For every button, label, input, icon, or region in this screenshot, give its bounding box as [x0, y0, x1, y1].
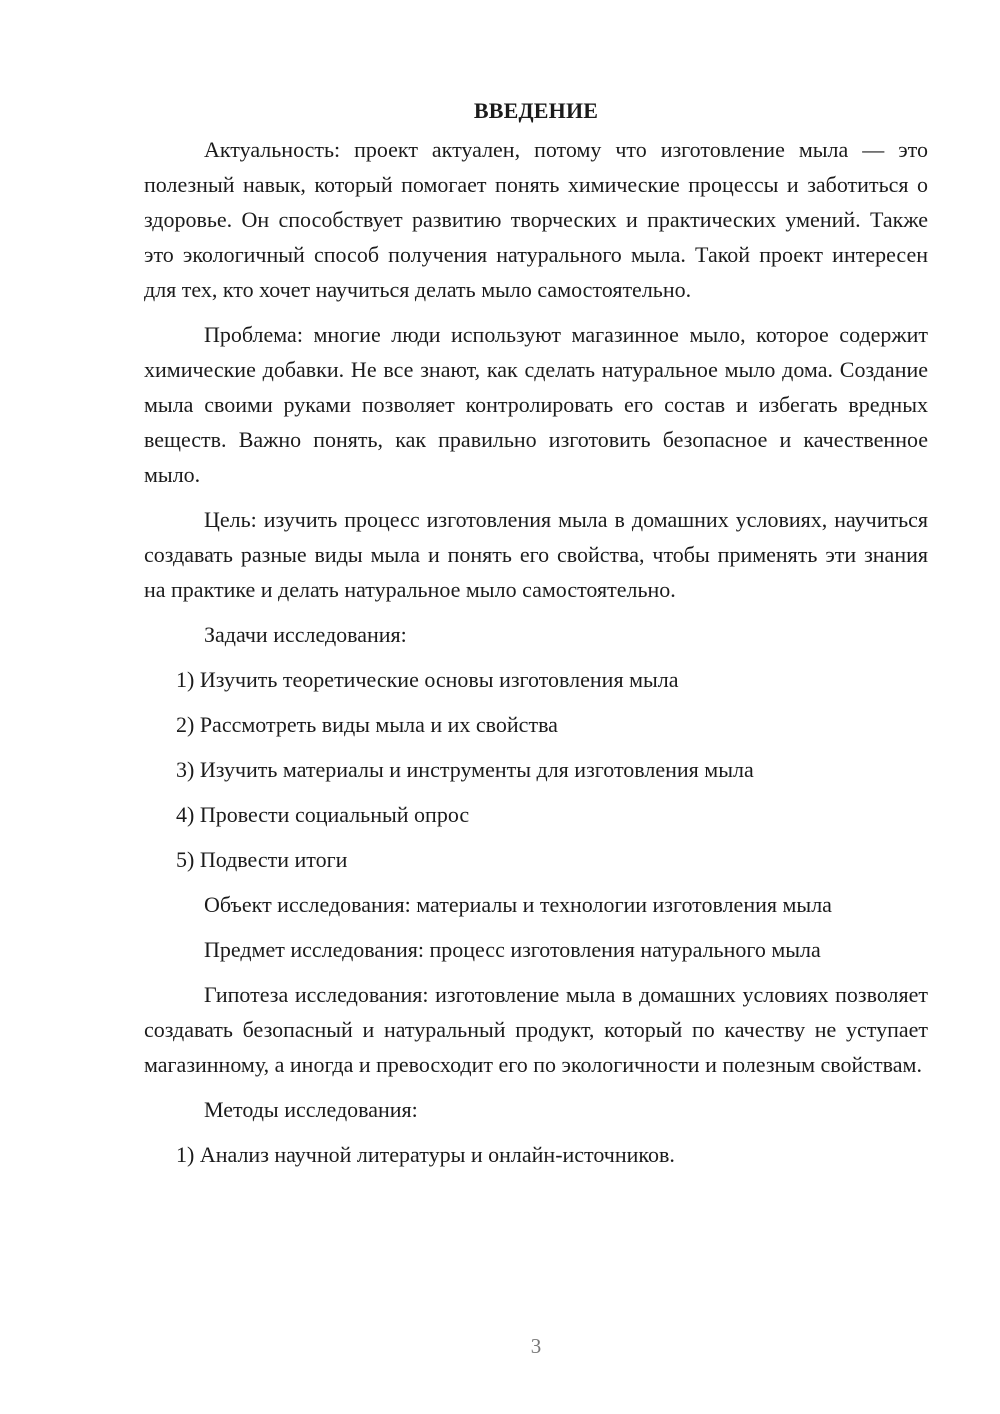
methods-heading: Методы исследования:	[204, 1097, 418, 1122]
section-heading: ВВЕДЕНИЕ	[473, 98, 599, 123]
relevance-paragraph: Актуальность: проект актуален, потому что изготовление мыла — это полезный навык, который помогает понять химические процессы и заботиться о здоровье. Он способствует развитию творческих и практических умений. Также это экологичный способ получения натурального мыла. Такой проект интересен для тех, кто хочет научиться делать мыло самостоятельно.	[144, 137, 928, 302]
hypothesis-paragraph: Гипотеза исследования: изготовление мыла в домашних условиях позволяет создавать безопасный и натуральный продукт, который по качеству не уступает магазинному, а иногда и превосходит его по экологичности и полезным свойствам.	[144, 982, 928, 1077]
task-item: 5) Подвести итоги	[176, 847, 348, 872]
page-number: 3	[530, 1334, 542, 1358]
task-item: 2) Рассмотреть виды мыла и их свойства	[176, 712, 558, 737]
task-item: 4) Провести социальный опрос	[176, 802, 470, 827]
tasks-list	[144, 662, 928, 877]
method-item: 1) Анализ научной литературы и онлайн-источников.	[176, 1142, 675, 1167]
goal-paragraph: Цель: изучить процесс изготовления мыла в домашних условиях, научиться создавать разные виды мыла и понять его свойства, чтобы применять эти знания на практике и делать натуральное мыло самостоятельно.	[144, 507, 928, 602]
research-object: Объект исследования: материалы и технологии изготовления мыла	[204, 892, 832, 917]
page-content	[144, 96, 928, 1182]
problem-paragraph: Проблема: многие люди используют магазинное мыло, которое содержит химические добавки. Не все знают, как сделать натуральное мыло дома. Создание мыла своими руками позволяет контролировать его состав и избегать вредных веществ. Важно понять, как правильно изготовить безопасное и качественное мыло.	[144, 322, 928, 487]
research-subject: Предмет исследования: процесс изготовления натурального мыла	[204, 937, 821, 962]
methods-list	[144, 1137, 928, 1172]
task-item: 3) Изучить материалы и инструменты для изготовления мыла	[176, 757, 754, 782]
task-item: 1) Изучить теоретические основы изготовления мыла	[176, 667, 679, 692]
tasks-heading: Задачи исследования:	[204, 622, 407, 647]
